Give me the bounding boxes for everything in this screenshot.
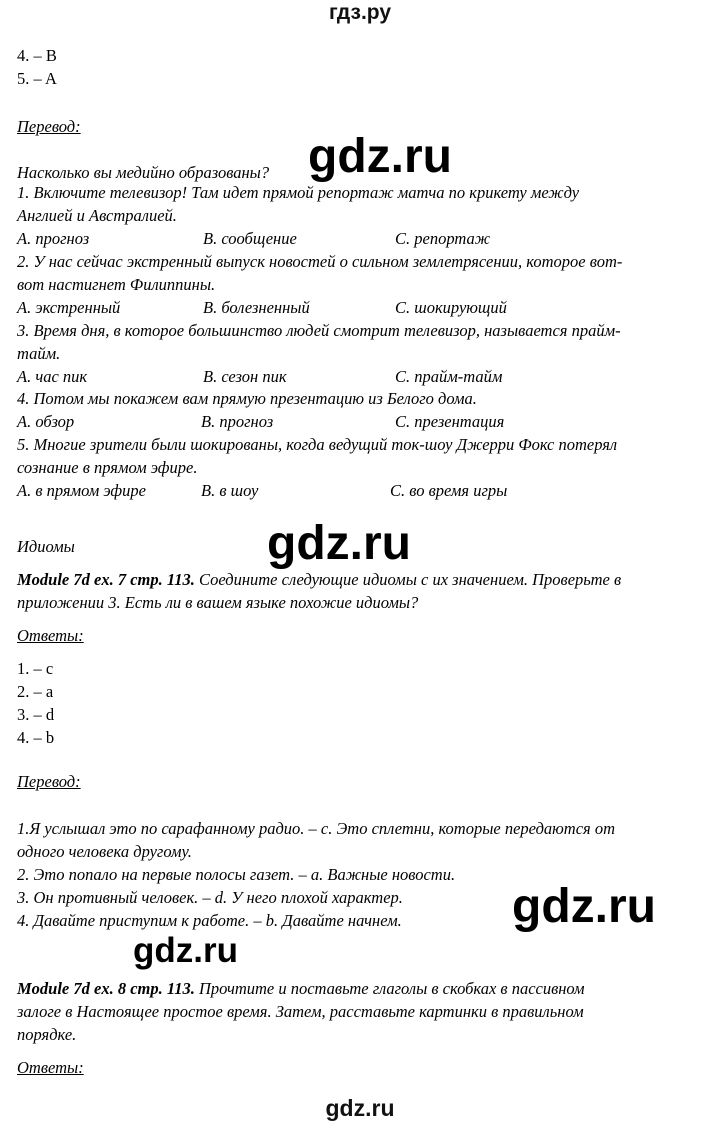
watermark: gdz.ru xyxy=(133,931,238,970)
option-c: C. прайм-тайм xyxy=(395,367,503,386)
option-b: B. сезон пик xyxy=(203,367,287,386)
task-text: Соедините следующие идиомы с их значением. Проверьте в xyxy=(194,570,622,589)
site-header: гдз.ру xyxy=(328,1,392,24)
option-a: A. час пик xyxy=(17,367,88,386)
option-b: B. болезненный xyxy=(203,298,310,317)
watermark: gdz.ru xyxy=(308,130,452,183)
task-ref: Module 7d ex. 8 стр. 113. xyxy=(17,979,195,998)
option-c: C. во время игры xyxy=(390,481,508,500)
task-line xyxy=(17,570,621,590)
option-a: A. прогноз xyxy=(17,229,90,248)
translation-line: 4. Давайте приступим к работе. – b. Давайте начнем. xyxy=(17,911,402,930)
task-line: залоге в Настоящее простое время. Затем, расставьте картинки в правильном xyxy=(17,1002,584,1021)
question-line: 4. Потом мы покажем вам прямую презентацию из Белого дома. xyxy=(17,389,477,408)
translation-line: 3. Он противный человек. – d. У него плохой характер. xyxy=(17,888,403,907)
question-line: 3. Время дня, в которое большинство людей смотрит телевизор, называется прайм- xyxy=(17,321,621,340)
section-title: Идиомы xyxy=(17,537,75,556)
option-b: B. сообщение xyxy=(203,229,297,248)
translation-line: 2. Это попало на первые полосы газет. – a. Важные новости. xyxy=(17,865,456,884)
option-c: C. шокирующий xyxy=(395,298,507,317)
question-line: Англией и Австралией. xyxy=(17,206,177,225)
answers-heading: Ответы: xyxy=(17,626,84,645)
translation-line: одного человека другому. xyxy=(17,842,192,861)
task-text: Прочтите и поставьте глаголы в скобках в пассивном xyxy=(194,979,585,998)
answer-line: 1. – c xyxy=(17,659,54,678)
watermark: gdz.ru xyxy=(267,517,411,570)
option-c: C. репортаж xyxy=(395,229,491,248)
task-line: приложении 3. Есть ли в вашем языке похожие идиомы? xyxy=(17,593,419,612)
option-b: B. прогноз xyxy=(201,412,274,431)
answer-line: 2. – a xyxy=(17,682,54,701)
option-b: B. в шоу xyxy=(201,481,259,500)
option-a: A. в прямом эфире xyxy=(17,481,146,500)
option-a: A. экстренный xyxy=(17,298,121,317)
translation-heading: Перевод: xyxy=(17,117,81,136)
answer-line: 4. – b xyxy=(17,728,55,747)
translation-line: 1.Я услышал это по сарафанному радио. – c. Это сплетни, которые передаются от xyxy=(17,819,616,838)
option-c: C. презентация xyxy=(395,412,505,431)
question-line: 5. Многие зрители были шокированы, когда ведущий ток-шоу Джерри Фокс потерял xyxy=(17,435,618,454)
question-line: 2. У нас сейчас экстренный выпуск новостей о сильном землетрясении, которое вот- xyxy=(17,252,623,271)
question-line: 1. Включите телевизор! Там идет прямой репортаж матча по крикету между xyxy=(17,183,580,202)
question-line: тайм. xyxy=(17,344,61,363)
answer-line: 4. – B xyxy=(17,46,57,65)
question-line: сознание в прямом эфире. xyxy=(17,458,198,477)
answers-heading: Ответы: xyxy=(17,1058,84,1077)
task-line xyxy=(17,979,585,999)
quiz-title: Насколько вы медийно образованы? xyxy=(17,163,270,182)
question-line: вот настигнет Филиппины. xyxy=(17,275,216,294)
translation-heading: Перевод: xyxy=(17,772,81,791)
task-ref: Module 7d ex. 7 стр. 113. xyxy=(17,570,195,589)
answer-line: 5. – A xyxy=(17,69,57,88)
task-line: порядке. xyxy=(17,1025,77,1044)
site-footer: gdz.ru xyxy=(325,1095,395,1121)
watermark: gdz.ru xyxy=(512,880,656,933)
answer-line: 3. – d xyxy=(17,705,55,724)
option-a: A. обзор xyxy=(17,412,75,431)
